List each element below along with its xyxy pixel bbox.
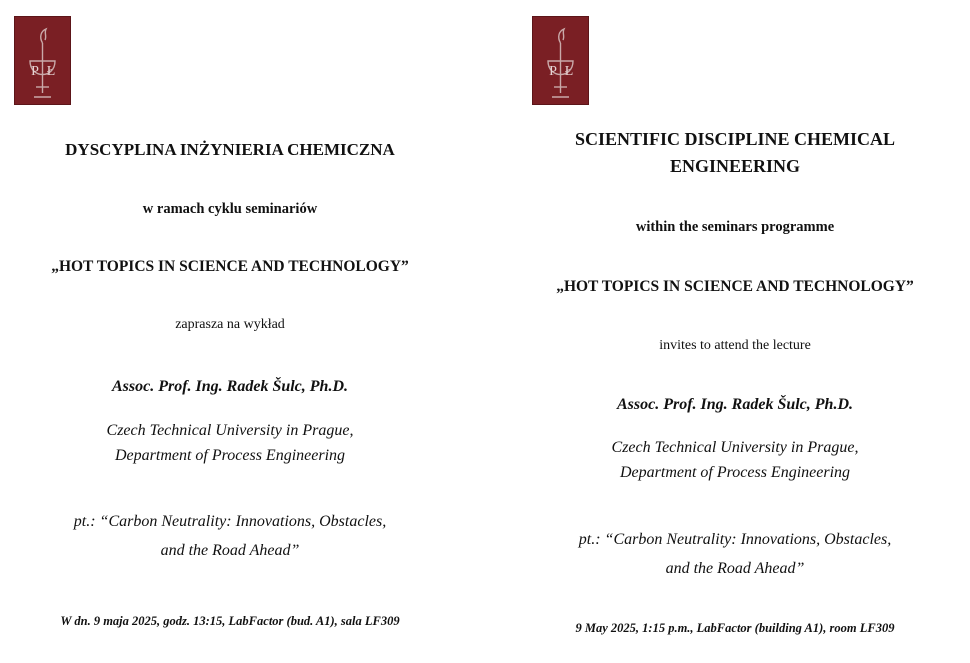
affiliation-department: Department of Process Engineering: [114, 447, 346, 464]
seminar-series-title: „HOT TOPICS IN SCIENCE AND TECHNOLOGY”: [51, 258, 409, 275]
speaker-name: Assoc. Prof. Ing. Radek Šulc, Ph.D.: [111, 378, 349, 395]
svg-text:P: P: [549, 64, 557, 79]
seminar-series-title: „HOT TOPICS IN SCIENCE AND TECHNOLOGY”: [556, 278, 914, 295]
university-emblem-icon: [533, 17, 588, 104]
discipline-heading-line1: SCIENTIFIC DISCIPLINE CHEMICAL: [574, 129, 896, 149]
discipline-heading: DYSCYPLINA INŻYNIERIA CHEMICZNA: [65, 140, 395, 159]
affiliation-department: Department of Process Engineering: [619, 464, 851, 481]
speaker-name: Assoc. Prof. Ing. Radek Šulc, Ph.D.: [616, 396, 854, 413]
university-logo: [532, 16, 589, 105]
polish-announcement: [0, 0, 460, 663]
university-emblem-icon: [15, 17, 70, 104]
lecture-title-line2: and the Road Ahead”: [665, 560, 805, 577]
svg-text:Ł: Ł: [46, 64, 56, 79]
affiliation-university: Czech Technical University in Prague,: [106, 422, 354, 439]
seminar-intro: w ramach cyklu seminariów: [142, 201, 318, 217]
invite-text: invites to attend the lecture: [659, 338, 811, 353]
english-announcement: [500, 0, 970, 663]
svg-text:P: P: [31, 64, 39, 79]
affiliation-university: Czech Technical University in Prague,: [611, 439, 859, 456]
discipline-heading-line2: ENGINEERING: [669, 156, 801, 176]
university-logo: [14, 16, 71, 105]
invite-text: zaprasza na wykład: [175, 317, 285, 332]
date-and-place: W dn. 9 maja 2025, godz. 13:15, LabFactor (bud. A1), sala LF309: [60, 614, 400, 628]
seminar-intro: within the seminars programme: [635, 219, 835, 235]
lecture-title-line1: pt.: “Carbon Neutrality: Innovations, Obstacles,: [578, 531, 892, 548]
date-and-place: 9 May 2025, 1:15 p.m., LabFactor (building A1), room LF309: [575, 621, 895, 635]
lecture-title-line2: and the Road Ahead”: [160, 542, 300, 559]
lecture-title-line1: pt.: “Carbon Neutrality: Innovations, Obstacles,: [73, 513, 387, 530]
svg-text:Ł: Ł: [564, 64, 574, 79]
